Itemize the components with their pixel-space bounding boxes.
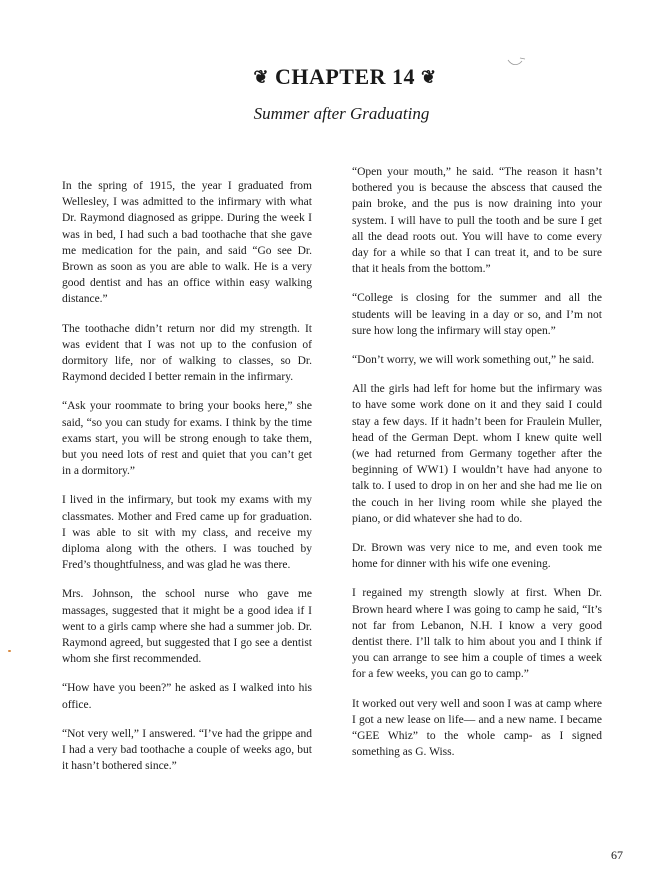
paragraph: In the spring of 1915, the year I graduated from Wellesley, I was admitted to the infirmary with what Dr. Raymond diagnosed as grippe. During the week I was in bed, I had such a bad toothache that she gave me medication for the pain, and said “Go see Dr. Brown as soon as you are able to walk. He is a very good dentist and has an office within easy walking distance.” (62, 180, 312, 306)
stray-mark (8, 650, 11, 652)
paragraph: “Not very well,” I answered. “I’ve had the grippe and I had a very bad toothache a couple of weeks ago, but it hasn’t bothered since.” (62, 727, 312, 773)
ornament-right-icon: ❦ (421, 67, 437, 87)
chapter-title (0, 64, 667, 90)
paragraph: “College is closing for the summer and all the students will be leaving in a day or so, and I’m not sure how long the infirmary will stay open.” (352, 292, 602, 337)
paragraph: “Don’t worry, we will work something out,” he said. (352, 354, 595, 367)
paragraph: “How have you been?” he asked as I walked into his office. (62, 682, 312, 711)
page-number: 67 (611, 848, 623, 862)
paragraph: The toothache didn’t return nor did my strength. It was evident that I was not up to the confusion of dormitory life, nor of walking to classes, so Dr. Raymond decided I better remain in the infirmary. (62, 322, 312, 384)
chapter-subtitle: Summer after Graduating (253, 104, 430, 123)
paragraph: I lived in the infirmary, but took my exams with my classmates. Mother and Fred came up for graduation. I was able to sit with my class, and receive my diploma along with the others. I was touched by Fred’s thoughtfulness, and was glad he was there. (62, 494, 312, 572)
chapter-title-text: CHAPTER 14 (274, 64, 416, 89)
paragraph: It worked out very well and soon I was at camp where I got a new lease on life— and a new name. I became “GEE Whiz” to the whole camp- as I signed something as G. Wiss. (352, 697, 602, 759)
paragraph: All the girls had left for home but the infirmary was to have some work done on it and they said I could stay a few days. If it hadn’t been for Fraulein Muller, head of the German Dept. whom I knew quite well (we had returned from Germany together after the beginning of WW1) I wouldn’t have had anyone to talk to. I used to drop in on her and she had me lie on the couch in her living room while she played the piano, or did whatever she had to do. (352, 383, 602, 525)
paragraph: “Open your mouth,” he said. “The reason it hasn’t bothered you is because the abscess that caused the pain broke, and the pus is now draining into your system. I will have to pull the tooth and be sure I get all the dead roots out. You will have to come every day for a while so that I can treat it, and to be sure that it heals from the bottom.” (352, 166, 602, 276)
left-column (62, 178, 312, 788)
ornament-left-icon: ❦ (253, 67, 269, 87)
paragraph: I regained my strength slowly at first. When Dr. Brown heard where I was going to camp he said, “It’s not far from Lebanon, N.H. I know a very good dentist there. I’ll talk to him about you and I think if you can arrange to see him a couple of times a week for a few weeks, you can go to camp.” (352, 587, 602, 681)
paragraph: “Ask your roommate to bring your books here,” she said, “so you can study for exams. I think by the time exams start, you will be strong enough to take them, but you need lots of rest and quiet that you can’t get in a dormitory.” (62, 400, 312, 478)
paragraph: Dr. Brown was very nice to me, and even took me home for dinner with his wife one evening. (352, 542, 602, 571)
paragraph: Mrs. Johnson, the school nurse who gave me massages, suggested that it might be a good idea if I went to a girls camp where she had a summer job. Dr. Raymond agreed, but suggested that I go see a dentist whom she first recommended. (62, 588, 312, 666)
pen-mark-icon (506, 54, 528, 68)
right-column (352, 164, 602, 774)
